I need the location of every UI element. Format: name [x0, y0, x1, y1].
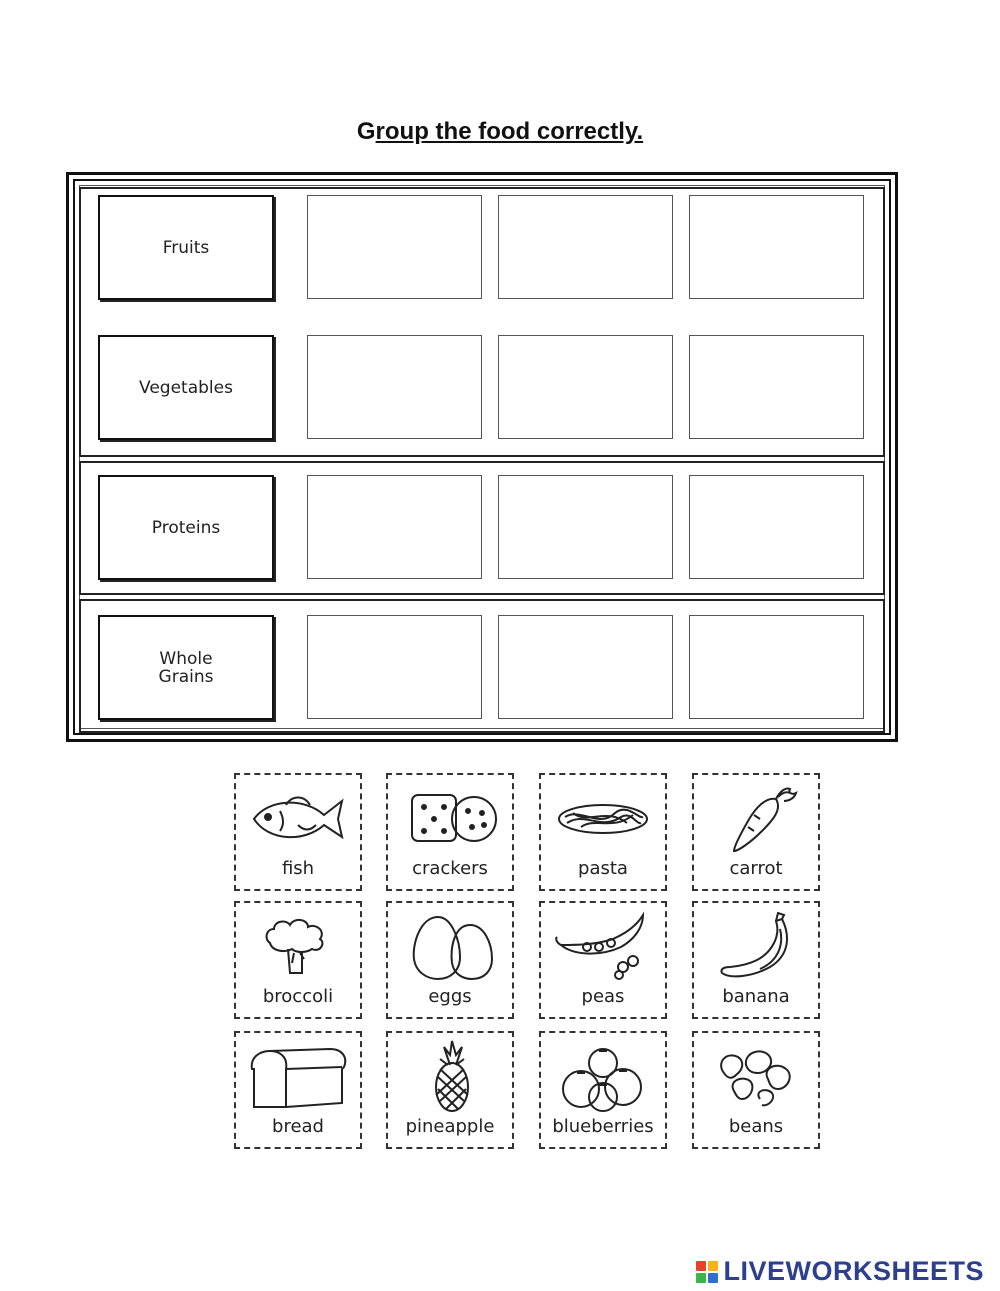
food-card-label: eggs — [428, 986, 472, 1007]
eggs-icon — [398, 909, 502, 985]
beans-icon — [704, 1039, 808, 1115]
crackers-icon — [398, 781, 502, 857]
food-card-broccoli[interactable] — [234, 901, 362, 1019]
page-title — [0, 118, 1000, 146]
sorting-frame — [66, 172, 898, 742]
brand-logo — [696, 1256, 984, 1287]
category-label-whole-grains — [98, 615, 274, 720]
food-card-peas[interactable] — [539, 901, 667, 1019]
food-card-banana[interactable] — [692, 901, 820, 1019]
brand-text: LIVEWORKSHEETS — [723, 1256, 984, 1286]
carrot-icon — [704, 781, 808, 857]
pineapple-icon — [398, 1039, 502, 1115]
drop-box[interactable] — [307, 475, 482, 579]
food-card-blueberries[interactable] — [539, 1031, 667, 1149]
banana-icon — [704, 909, 808, 985]
food-card-pasta[interactable] — [539, 773, 667, 891]
drop-box[interactable] — [498, 195, 673, 299]
food-card-label: bread — [272, 1116, 324, 1137]
category-label-vegetables: Vegetables — [98, 335, 274, 440]
drop-box[interactable] — [307, 335, 482, 439]
title-rest: roup the food correctly. — [375, 118, 644, 145]
food-card-label: blueberries — [552, 1116, 654, 1137]
category-label-proteins: Proteins — [98, 475, 274, 580]
food-card-label: broccoli — [262, 986, 334, 1007]
whole-grains-text: Whole Grains — [158, 648, 214, 687]
drop-box[interactable] — [307, 195, 482, 299]
food-card-label: pineapple — [405, 1116, 495, 1137]
food-card-label: carrot — [729, 858, 783, 879]
title-first-letter: G — [356, 118, 376, 145]
liveworksheets-logo-icon — [696, 1261, 718, 1283]
food-card-carrot[interactable] — [692, 773, 820, 891]
food-card-label: crackers — [412, 858, 488, 879]
food-card-label: fish — [281, 858, 315, 879]
blueberries-icon — [551, 1039, 655, 1115]
pasta-icon — [551, 781, 655, 857]
drop-box[interactable] — [689, 195, 864, 299]
drop-box[interactable] — [689, 615, 864, 719]
peas-icon — [551, 909, 655, 985]
food-card-label: banana — [722, 986, 790, 1007]
drop-box[interactable] — [498, 335, 673, 439]
food-card-label: peas — [581, 986, 625, 1007]
drop-box[interactable] — [689, 475, 864, 579]
food-card-eggs[interactable] — [386, 901, 514, 1019]
drop-box[interactable] — [498, 475, 673, 579]
food-card-pineapple[interactable] — [386, 1031, 514, 1149]
drop-box[interactable] — [498, 615, 673, 719]
food-card-beans[interactable] — [692, 1031, 820, 1149]
food-card-label: beans — [728, 1116, 784, 1137]
drop-box[interactable] — [307, 615, 482, 719]
food-card-crackers[interactable] — [386, 773, 514, 891]
food-card-bread[interactable] — [234, 1031, 362, 1149]
bread-icon — [246, 1039, 350, 1115]
drop-box[interactable] — [689, 335, 864, 439]
fish-icon — [246, 781, 350, 857]
broccoli-icon — [246, 909, 350, 985]
food-card-fish[interactable] — [234, 773, 362, 891]
category-label-fruits: Fruits — [98, 195, 274, 300]
food-card-label: pasta — [578, 858, 628, 879]
